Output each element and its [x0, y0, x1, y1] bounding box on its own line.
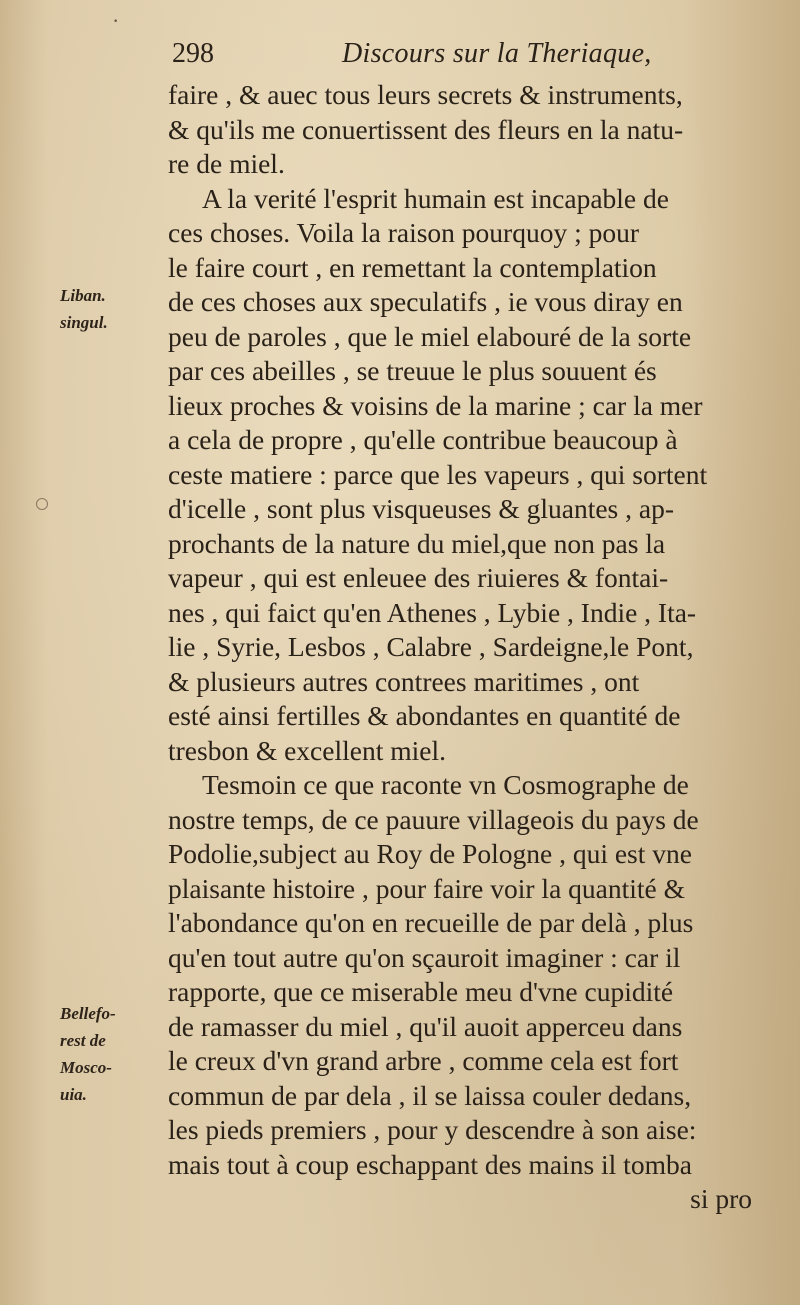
- text-line: ces choses. Voila la raison pourquoy ; pour: [168, 217, 639, 248]
- text-line: l'abondance qu'on en recueille de par delà , plus: [168, 907, 694, 938]
- text-line: a cela de propre , qu'elle contribue beaucoup à: [168, 424, 678, 455]
- text-line: vapeur , qui est enleuee des riuieres & fontai-: [168, 562, 669, 593]
- text-line: plaisante histoire , pour faire voir la quantité &: [168, 872, 685, 904]
- running-title: Discours sur la Theriaque,: [342, 38, 652, 69]
- text-line: prochants de la nature du miel,que non pas la: [168, 527, 666, 559]
- text-line: re de miel.: [168, 148, 285, 179]
- text-line: de ramasser du miel , qu'il auoit apperceu dans: [168, 1010, 683, 1042]
- text-line: commun de par dela , il se laissa couler dedans,: [168, 1079, 692, 1111]
- text-line: esté ainsi fertilles & abondantes en quantité de: [168, 700, 681, 731]
- text-line: nes , qui faict qu'en Athenes , Lybie , Indie , Ita-: [168, 596, 697, 628]
- text-line: Podolie,subject au Roy de Pologne , qui est vne: [168, 838, 692, 869]
- text-line: qu'en tout autre qu'on sçauroit imaginer : car il: [168, 941, 681, 973]
- running-head: [172, 38, 762, 78]
- paragraph-start-line: A la verité l'esprit humain est incapable de: [202, 182, 669, 214]
- margin-note-line: singul.: [60, 313, 108, 332]
- text-line: faire , & auec tous leurs secrets & instruments,: [168, 79, 683, 110]
- text-line: d'icelle , sont plus visqueuses & gluantes , ap-: [168, 493, 674, 524]
- margin-ring-mark: [36, 498, 48, 510]
- margin-note-line: Liban.: [60, 286, 106, 305]
- text-line: ceste matiere : parce que les vapeurs , qui sortent: [168, 458, 708, 490]
- text-line: lie , Syrie, Lesbos , Calabre , Sardeigne,le Pont,: [168, 631, 694, 662]
- margin-note-line: rest de: [60, 1031, 106, 1050]
- text-line: & qu'ils me conuertissent des fleurs en la natu-: [168, 113, 684, 145]
- text-line: le creux d'vn grand arbre , comme cela est fort: [168, 1045, 679, 1076]
- text-line: & plusieurs autres contrees maritimes , ont: [168, 665, 640, 697]
- text-line: par ces abeilles , se treuue le plus souuent és: [168, 355, 657, 386]
- text-line: les pieds premiers , pour y descendre à son aise:: [168, 1114, 697, 1145]
- body-text: [168, 78, 768, 1217]
- text-line: lieux proches & voisins de la marine ; car la mer: [168, 389, 703, 421]
- margin-note-liban: [60, 282, 152, 336]
- text-line: nostre temps, de ce pauure villageois du pays de: [168, 803, 699, 835]
- margin-note-bellefo: [60, 1000, 152, 1108]
- page-number: 298: [172, 38, 214, 69]
- margin-note-line: Mosco-: [60, 1058, 112, 1077]
- paragraph-start-line: Tesmoin ce que raconte vn Cosmographe de: [202, 769, 689, 800]
- margin-note-line: uia.: [60, 1085, 87, 1104]
- text-line: le faire court , en remettant la contemplation: [168, 251, 657, 283]
- text-line: tresbon & excellent miel.: [168, 734, 446, 766]
- text-line: peu de paroles , que le miel elabouré de la sorte: [168, 320, 692, 352]
- text-line: mais tout à coup eschappant des mains il tomba: [168, 1148, 692, 1180]
- margin-note-line: Bellefo-: [60, 1004, 116, 1023]
- text-line: de ces choses aux speculatifs , ie vous diray en: [168, 286, 683, 317]
- text-line: rapporte, que ce miserable meu d'vne cupidité: [168, 976, 674, 1007]
- ink-speck: ·: [112, 8, 120, 33]
- catchword: si pro: [690, 1183, 752, 1214]
